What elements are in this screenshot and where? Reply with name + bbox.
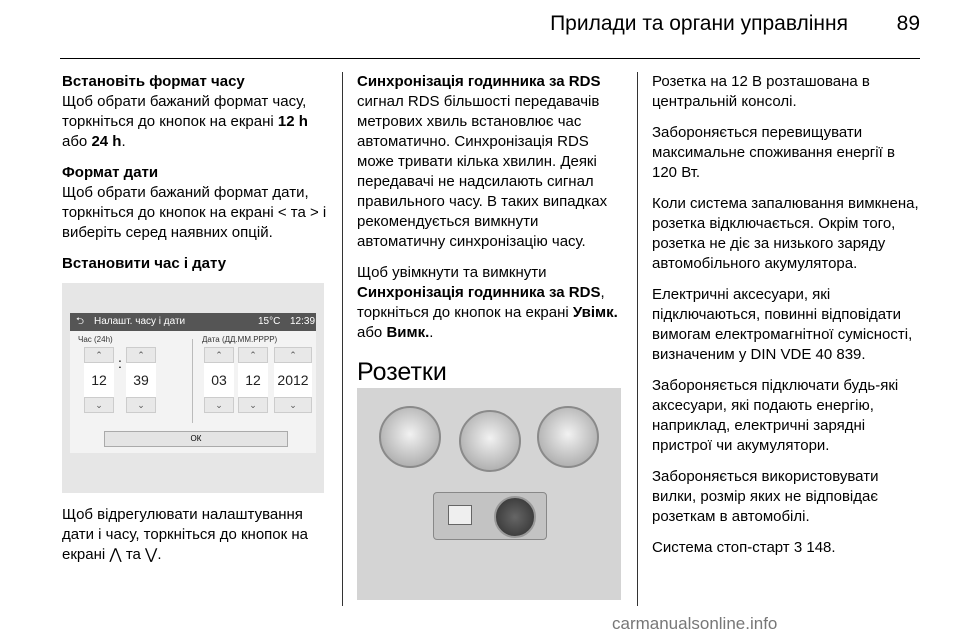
power-socket-icon xyxy=(494,496,536,538)
paragraph-max-power: Забороняється перевищувати максимальне споживання енергії в 120 Вт. xyxy=(652,124,895,181)
paragraph-rds-toggle: Щоб увімкнути та вимкнути Синхронізація годинника за RDS, торкніться до кнопок на екрані Увімк. або Вимк.. xyxy=(357,264,618,341)
paragraph-adjust: Щоб відрегулювати налаштування дати і часу, торкніться до кнопок на екрані ⋀ та ⋁. xyxy=(62,506,308,563)
time-colon: : xyxy=(118,355,122,371)
day-up-button[interactable]: ⌃ xyxy=(204,347,234,363)
paragraph-time-format: Щоб обрати бажаний формат часу, торкніться до кнопок на екрані 12 h або 24 h. xyxy=(62,93,308,150)
paragraph-emc: Електричні аксесуари, які підключаються, повинні відповідати вимогам електромагнітної сумісності, визначеним у DIN VDE 40 839. xyxy=(652,286,913,363)
paragraph-no-power-accessories: Забороняється підключати будь-які аксесуари, які подають енергію, наприклад, електричні зарядні пристрої чи акумулятори. xyxy=(652,377,899,454)
minute-value: 39 xyxy=(126,363,156,397)
paragraph-stop-start-ref: Система стоп-старт 3 148. xyxy=(652,539,836,556)
screen-title-bar xyxy=(70,313,316,331)
column-divider-1 xyxy=(342,72,343,606)
screen-divider xyxy=(192,339,193,423)
day-down-button[interactable]: ⌄ xyxy=(204,397,234,413)
hour-spinner xyxy=(84,347,114,413)
header-rule xyxy=(60,58,920,59)
back-icon[interactable]: ⮌ xyxy=(76,316,85,327)
left-knob xyxy=(379,406,441,468)
hour-down-button[interactable]: ⌄ xyxy=(84,397,114,413)
month-up-button[interactable]: ⌃ xyxy=(238,347,268,363)
column-right xyxy=(652,72,922,569)
year-up-button[interactable]: ⌃ xyxy=(274,347,312,363)
screen-body xyxy=(70,331,316,453)
ok-button[interactable]: ОК xyxy=(104,431,288,447)
month-down-button[interactable]: ⌄ xyxy=(238,397,268,413)
watermark: carmanualsonline.info xyxy=(612,614,778,633)
hour-up-button[interactable]: ⌃ xyxy=(84,347,114,363)
paragraph-rds: сигнал RDS більшості передавачів метрових хвиль встановлює час автоматично. Синхронізація RDS може тривати кілька хвилин. Деякі передавачі не надсилають сигнал правильного часу. В таких випадках рекомендується вимкнути автоматичну синхронізацію часу. xyxy=(357,93,608,250)
column-divider-2 xyxy=(637,72,638,606)
page-header-title: Прилади та органи управління xyxy=(550,12,848,35)
month-spinner xyxy=(238,347,268,413)
heading-rds-sync: Синхронізація годинника за RDS xyxy=(357,73,601,90)
screen-title: Налашт. часу і дати xyxy=(94,316,186,327)
time-date-settings-screenshot xyxy=(62,283,324,493)
column-left xyxy=(62,72,330,274)
day-spinner xyxy=(204,347,234,413)
screen-clock: 12:39 xyxy=(290,316,316,327)
screen-temperature: 15°C xyxy=(258,316,281,327)
year-spinner xyxy=(274,347,312,413)
paragraph-plug-size: Забороняється використовувати вилки, розмір яких не відповідає розеткам в автомобілі. xyxy=(652,468,879,525)
minute-up-button[interactable]: ⌃ xyxy=(126,347,156,363)
column-middle xyxy=(357,72,625,403)
month-value: 12 xyxy=(238,363,268,397)
reference-arrow-icon: 3 xyxy=(793,539,803,556)
paragraph-socket-location: Розетка на 12 В розташована в центральній консолі. xyxy=(652,73,870,110)
page-number: 89 xyxy=(896,12,920,35)
heading-time-format: Встановіть формат часу xyxy=(62,73,245,90)
heading-set-time-date: Встановити час і дату xyxy=(62,255,227,272)
year-down-button[interactable]: ⌄ xyxy=(274,397,312,413)
right-knob xyxy=(537,406,599,468)
column-left-lower xyxy=(62,505,330,576)
power-socket-photo xyxy=(357,388,621,600)
minute-spinner xyxy=(126,347,156,413)
minute-down-button[interactable]: ⌄ xyxy=(126,397,156,413)
paragraph-date-format: Щоб обрати бажаний формат дати, торкніться до кнопок на екрані < та > і виберіть серед наявних опцій. xyxy=(62,184,327,241)
time-format-label: Час (24h) xyxy=(78,335,113,344)
heading-date-format: Формат дати xyxy=(62,164,159,181)
section-title-sockets: Розетки xyxy=(357,358,447,386)
center-knob xyxy=(459,410,521,472)
paragraph-ignition-off: Коли система запалювання вимкнена, розетка відключається. Окрім того, розетка не діє за низького заряду автомобільного акумулятора. xyxy=(652,195,919,272)
hour-value: 12 xyxy=(84,363,114,397)
date-format-label: Дата (ДД.ММ.РРРР) xyxy=(202,335,278,344)
switch-button xyxy=(448,505,472,525)
day-value: 03 xyxy=(204,363,234,397)
socket-panel xyxy=(433,492,547,540)
year-value: 2012 xyxy=(274,363,312,397)
